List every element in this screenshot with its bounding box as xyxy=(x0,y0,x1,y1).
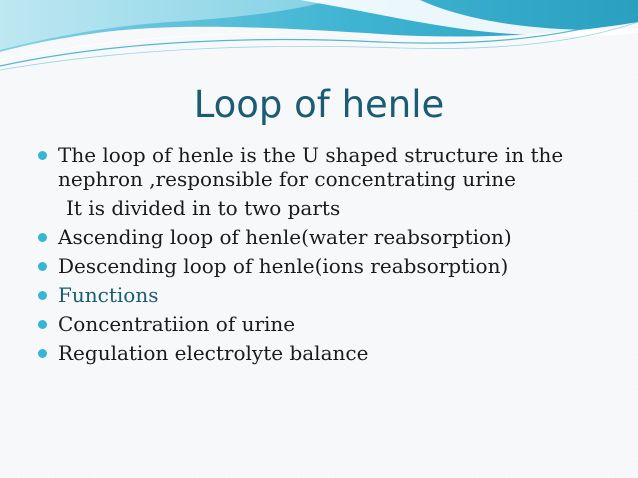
list-item xyxy=(0,283,638,307)
list-item-text: Functions xyxy=(58,283,159,307)
list-item-text: The loop of henle is the U shaped structure in the nephron ,responsible for concentrating urine xyxy=(58,143,564,191)
list-item-text: Concentratiion of urine xyxy=(58,312,296,336)
bullet-icon xyxy=(38,151,47,160)
bullet-icon xyxy=(38,349,47,358)
list-item xyxy=(0,143,638,191)
list-item-text: It is divided in to two parts xyxy=(66,196,341,220)
bullet-list xyxy=(0,143,638,370)
list-item-text: Descending loop of henle(ions reabsorption) xyxy=(58,254,509,278)
list-item xyxy=(0,341,638,365)
bullet-icon xyxy=(38,262,47,271)
list-item-text: Ascending loop of henle(water reabsorption) xyxy=(58,225,512,249)
list-item xyxy=(0,196,638,220)
bullet-icon xyxy=(38,233,47,242)
bullet-icon xyxy=(38,320,47,329)
list-item xyxy=(0,312,638,336)
list-item-text: Regulation electrolyte balance xyxy=(58,341,369,365)
slide-title: Loop of henle xyxy=(193,83,445,126)
list-item xyxy=(0,225,638,249)
list-item xyxy=(0,254,638,278)
bullet-icon xyxy=(38,291,47,300)
header-wave-decoration xyxy=(0,0,638,80)
